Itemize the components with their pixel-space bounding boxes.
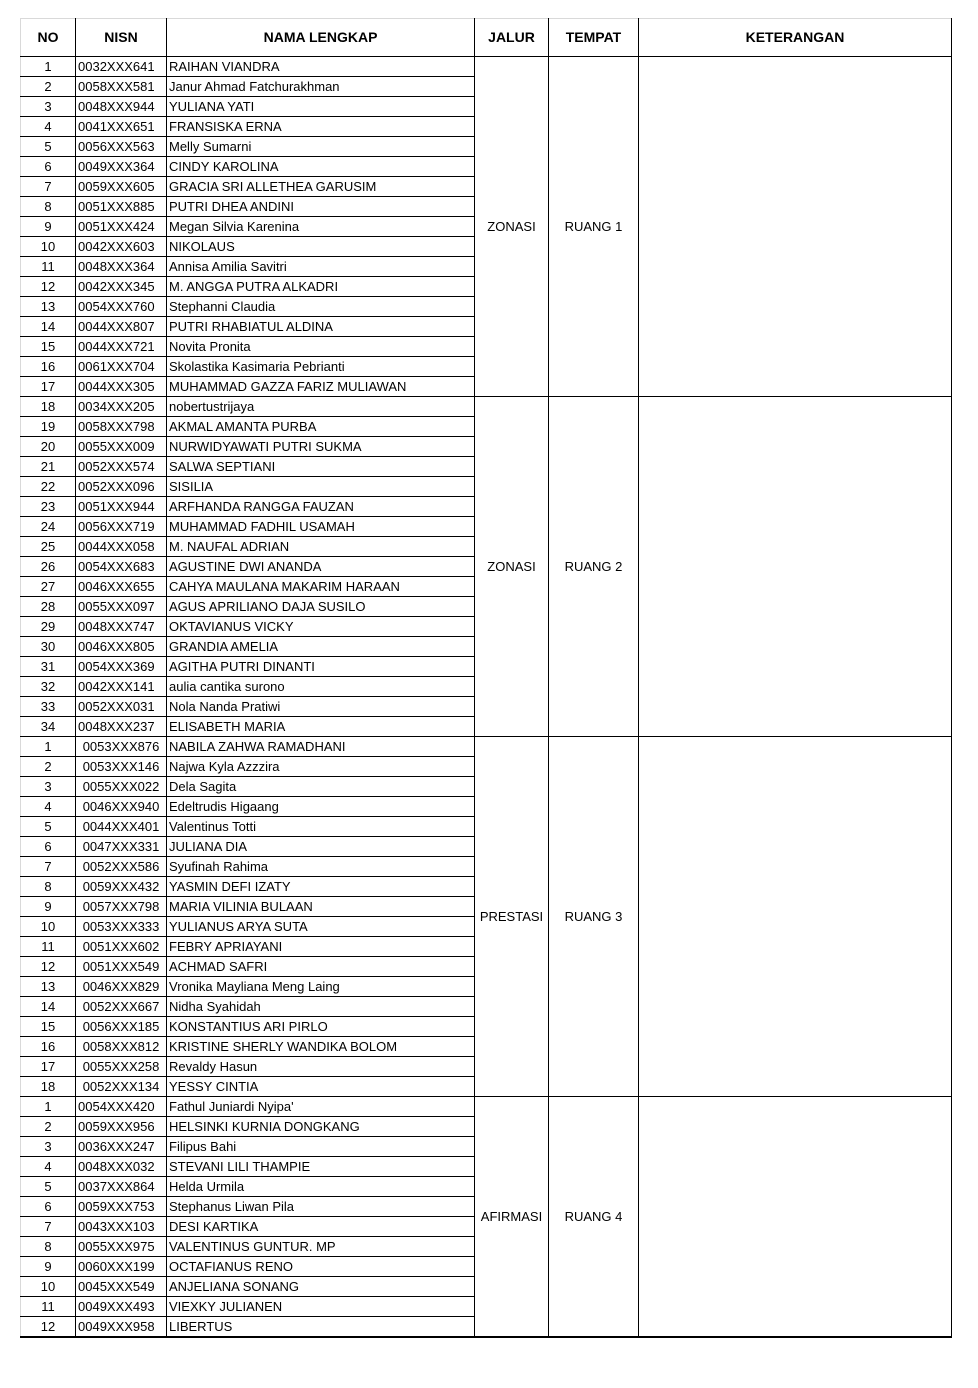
table-row (21, 737, 952, 757)
jalur-cell: ZONASI (475, 57, 549, 397)
row-number: 29 (21, 617, 76, 637)
name-cell: MUHAMMAD FADHIL USAMAH (167, 517, 475, 537)
row-number: 8 (21, 1237, 76, 1257)
name-cell: Filipus Bahi (167, 1137, 475, 1157)
row-number: 2 (21, 757, 76, 777)
nisn-cell: 0053XXX146 (76, 757, 167, 777)
name-cell: NABILA ZAHWA RAMADHANI (167, 737, 475, 757)
table-row (21, 397, 952, 417)
name-cell: DESI KARTIKA (167, 1217, 475, 1237)
nisn-cell: 0044XXX305 (76, 377, 167, 397)
table-header (21, 19, 952, 57)
nisn-cell: 0054XXX683 (76, 557, 167, 577)
row-number: 28 (21, 597, 76, 617)
jalur-cell: AFIRMASI (475, 1097, 549, 1338)
nisn-cell: 0037XXX864 (76, 1177, 167, 1197)
nisn-cell: 0044XXX807 (76, 317, 167, 337)
name-cell: nobertustrijaya (167, 397, 475, 417)
nisn-cell: 0054XXX420 (76, 1097, 167, 1117)
nisn-cell: 0048XXX747 (76, 617, 167, 637)
row-number: 8 (21, 877, 76, 897)
name-cell: Nola Nanda Pratiwi (167, 697, 475, 717)
row-number: 16 (21, 1037, 76, 1057)
row-number: 12 (21, 277, 76, 297)
nisn-cell: 0055XXX009 (76, 437, 167, 457)
row-number: 12 (21, 1317, 76, 1338)
row-number: 4 (21, 797, 76, 817)
row-number: 3 (21, 777, 76, 797)
row-number: 9 (21, 1257, 76, 1277)
row-number: 4 (21, 1157, 76, 1177)
nisn-cell: 0059XXX432 (76, 877, 167, 897)
name-cell: ACHMAD SAFRI (167, 957, 475, 977)
nisn-cell: 0052XXX586 (76, 857, 167, 877)
row-number: 9 (21, 897, 76, 917)
header-nisn: NISN (76, 19, 167, 57)
nisn-cell: 0044XXX058 (76, 537, 167, 557)
nisn-cell: 0051XXX885 (76, 197, 167, 217)
nisn-cell: 0054XXX760 (76, 297, 167, 317)
row-number: 17 (21, 1057, 76, 1077)
nisn-cell: 0051XXX944 (76, 497, 167, 517)
row-number: 10 (21, 917, 76, 937)
table-row (21, 57, 952, 77)
row-number: 1 (21, 1097, 76, 1117)
name-cell: AGUS APRILIANO DAJA SUSILO (167, 597, 475, 617)
nisn-cell: 0052XXX667 (76, 997, 167, 1017)
tempat-cell: RUANG 4 (549, 1097, 639, 1338)
nisn-cell: 0055XXX258 (76, 1057, 167, 1077)
row-number: 24 (21, 517, 76, 537)
row-number: 17 (21, 377, 76, 397)
name-cell: AGITHA PUTRI DINANTI (167, 657, 475, 677)
row-number: 11 (21, 937, 76, 957)
nisn-cell: 0051XXX549 (76, 957, 167, 977)
nisn-cell: 0042XXX603 (76, 237, 167, 257)
nisn-cell: 0049XXX493 (76, 1297, 167, 1317)
name-cell: Najwa Kyla Azzzira (167, 757, 475, 777)
name-cell: CINDY KAROLINA (167, 157, 475, 177)
nisn-cell: 0046XXX805 (76, 637, 167, 657)
nisn-cell: 0055XXX022 (76, 777, 167, 797)
keterangan-cell (639, 57, 952, 397)
name-cell: FRANSISKA ERNA (167, 117, 475, 137)
row-number: 27 (21, 577, 76, 597)
header-tempat: TEMPAT (549, 19, 639, 57)
row-number: 32 (21, 677, 76, 697)
name-cell: SALWA SEPTIANI (167, 457, 475, 477)
name-cell: Edeltrudis Higaang (167, 797, 475, 817)
name-cell: AKMAL AMANTA PURBA (167, 417, 475, 437)
nisn-cell: 0047XXX331 (76, 837, 167, 857)
nisn-cell: 0052XXX134 (76, 1077, 167, 1097)
name-cell: JULIANA DIA (167, 837, 475, 857)
row-number: 30 (21, 637, 76, 657)
row-number: 34 (21, 717, 76, 737)
name-cell: Stephanus Liwan Pila (167, 1197, 475, 1217)
name-cell: Melly Sumarni (167, 137, 475, 157)
row-number: 9 (21, 217, 76, 237)
nisn-cell: 0052XXX096 (76, 477, 167, 497)
nisn-cell: 0052XXX031 (76, 697, 167, 717)
row-number: 7 (21, 1217, 76, 1237)
row-number: 4 (21, 117, 76, 137)
name-cell: STEVANI LILI THAMPIE (167, 1157, 475, 1177)
participant-table (20, 18, 952, 1338)
nisn-cell: 0044XXX401 (76, 817, 167, 837)
row-number: 5 (21, 817, 76, 837)
row-number: 22 (21, 477, 76, 497)
nisn-cell: 0056XXX563 (76, 137, 167, 157)
name-cell: OKTAVIANUS VICKY (167, 617, 475, 637)
name-cell: Helda Urmila (167, 1177, 475, 1197)
name-cell: CAHYA MAULANA MAKARIM HARAAN (167, 577, 475, 597)
name-cell: YULIANA YATI (167, 97, 475, 117)
name-cell: PUTRI DHEA ANDINI (167, 197, 475, 217)
nisn-cell: 0059XXX605 (76, 177, 167, 197)
name-cell: YASMIN DEFI IZATY (167, 877, 475, 897)
nisn-cell: 0061XXX704 (76, 357, 167, 377)
name-cell: Skolastika Kasimaria Pebrianti (167, 357, 475, 377)
row-number: 2 (21, 1117, 76, 1137)
name-cell: M. ANGGA PUTRA ALKADRI (167, 277, 475, 297)
nisn-cell: 0046XXX829 (76, 977, 167, 997)
name-cell: SISILIA (167, 477, 475, 497)
row-number: 16 (21, 357, 76, 377)
nisn-cell: 0054XXX369 (76, 657, 167, 677)
name-cell: KONSTANTIUS ARI PIRLO (167, 1017, 475, 1037)
row-number: 7 (21, 177, 76, 197)
row-number: 14 (21, 997, 76, 1017)
row-number: 5 (21, 1177, 76, 1197)
name-cell: GRACIA SRI ALLETHEA GARUSIM (167, 177, 475, 197)
nisn-cell: 0052XXX574 (76, 457, 167, 477)
header-nama-lengkap: NAMA LENGKAP (167, 19, 475, 57)
nisn-cell: 0042XXX345 (76, 277, 167, 297)
name-cell: GRANDIA AMELIA (167, 637, 475, 657)
nisn-cell: 0048XXX944 (76, 97, 167, 117)
name-cell: Revaldy Hasun (167, 1057, 475, 1077)
name-cell: M. NAUFAL ADRIAN (167, 537, 475, 557)
nisn-cell: 0045XXX549 (76, 1277, 167, 1297)
row-number: 1 (21, 57, 76, 77)
nisn-cell: 0058XXX581 (76, 77, 167, 97)
row-number: 19 (21, 417, 76, 437)
name-cell: Janur Ahmad Fatchurakhman (167, 77, 475, 97)
nisn-cell: 0056XXX185 (76, 1017, 167, 1037)
row-number: 15 (21, 337, 76, 357)
keterangan-cell (639, 1097, 952, 1338)
row-number: 18 (21, 1077, 76, 1097)
jalur-cell: ZONASI (475, 397, 549, 737)
name-cell: AGUSTINE DWI ANANDA (167, 557, 475, 577)
nisn-cell: 0059XXX956 (76, 1117, 167, 1137)
row-number: 13 (21, 977, 76, 997)
name-cell: KRISTINE SHERLY WANDIKA BOLOM (167, 1037, 475, 1057)
name-cell: VIEXKY JULIANEN (167, 1297, 475, 1317)
row-number: 11 (21, 1297, 76, 1317)
nisn-cell: 0056XXX719 (76, 517, 167, 537)
nisn-cell: 0046XXX940 (76, 797, 167, 817)
nisn-cell: 0044XXX721 (76, 337, 167, 357)
nisn-cell: 0048XXX032 (76, 1157, 167, 1177)
row-number: 15 (21, 1017, 76, 1037)
row-number: 12 (21, 957, 76, 977)
name-cell: Fathul Juniardi Nyipa' (167, 1097, 475, 1117)
name-cell: VALENTINUS GUNTUR. MP (167, 1237, 475, 1257)
tempat-cell: RUANG 3 (549, 737, 639, 1097)
nisn-cell: 0055XXX975 (76, 1237, 167, 1257)
row-number: 1 (21, 737, 76, 757)
nisn-cell: 0046XXX655 (76, 577, 167, 597)
row-number: 18 (21, 397, 76, 417)
name-cell: MARIA VILINIA BULAAN (167, 897, 475, 917)
row-number: 8 (21, 197, 76, 217)
name-cell: ANJELIANA SONANG (167, 1277, 475, 1297)
row-number: 23 (21, 497, 76, 517)
row-number: 26 (21, 557, 76, 577)
jalur-cell: PRESTASI (475, 737, 549, 1097)
name-cell: NURWIDYAWATI PUTRI SUKMA (167, 437, 475, 457)
keterangan-cell (639, 397, 952, 737)
name-cell: RAIHAN VIANDRA (167, 57, 475, 77)
row-number: 31 (21, 657, 76, 677)
name-cell: LIBERTUS (167, 1317, 475, 1338)
row-number: 10 (21, 237, 76, 257)
row-number: 20 (21, 437, 76, 457)
nisn-cell: 0049XXX364 (76, 157, 167, 177)
header-keterangan: KETERANGAN (639, 19, 952, 57)
nisn-cell: 0042XXX141 (76, 677, 167, 697)
row-number: 21 (21, 457, 76, 477)
nisn-cell: 0053XXX876 (76, 737, 167, 757)
name-cell: HELSINKI KURNIA DONGKANG (167, 1117, 475, 1137)
name-cell: FEBRY APRIAYANI (167, 937, 475, 957)
name-cell: Valentinus Totti (167, 817, 475, 837)
row-number: 6 (21, 1197, 76, 1217)
row-number: 25 (21, 537, 76, 557)
nisn-cell: 0036XXX247 (76, 1137, 167, 1157)
name-cell: NIKOLAUS (167, 237, 475, 257)
name-cell: OCTAFIANUS RENO (167, 1257, 475, 1277)
name-cell: MUHAMMAD GAZZA FARIZ MULIAWAN (167, 377, 475, 397)
row-number: 2 (21, 77, 76, 97)
row-number: 3 (21, 97, 76, 117)
nisn-cell: 0058XXX798 (76, 417, 167, 437)
row-number: 11 (21, 257, 76, 277)
name-cell: PUTRI RHABIATUL ALDINA (167, 317, 475, 337)
header-row (21, 19, 952, 57)
nisn-cell: 0053XXX333 (76, 917, 167, 937)
tempat-cell: RUANG 1 (549, 57, 639, 397)
nisn-cell: 0051XXX602 (76, 937, 167, 957)
name-cell: Dela Sagita (167, 777, 475, 797)
nisn-cell: 0055XXX097 (76, 597, 167, 617)
name-cell: YULIANUS ARYA SUTA (167, 917, 475, 937)
header-no: NO (21, 19, 76, 57)
name-cell: Syufinah Rahima (167, 857, 475, 877)
row-number: 5 (21, 137, 76, 157)
tempat-cell: RUANG 2 (549, 397, 639, 737)
nisn-cell: 0048XXX237 (76, 717, 167, 737)
name-cell: ARFHANDA RANGGA FAUZAN (167, 497, 475, 517)
name-cell: aulia cantika surono (167, 677, 475, 697)
nisn-cell: 0048XXX364 (76, 257, 167, 277)
row-number: 13 (21, 297, 76, 317)
row-number: 7 (21, 857, 76, 877)
name-cell: Stephanni Claudia (167, 297, 475, 317)
nisn-cell: 0034XXX205 (76, 397, 167, 417)
table-body (21, 57, 952, 1338)
header-jalur: JALUR (475, 19, 549, 57)
name-cell: Nidha Syahidah (167, 997, 475, 1017)
row-number: 33 (21, 697, 76, 717)
name-cell: Novita Pronita (167, 337, 475, 357)
name-cell: Megan Silvia Karenina (167, 217, 475, 237)
nisn-cell: 0032XXX641 (76, 57, 167, 77)
name-cell: Annisa Amilia Savitri (167, 257, 475, 277)
row-number: 6 (21, 837, 76, 857)
nisn-cell: 0051XXX424 (76, 217, 167, 237)
nisn-cell: 0059XXX753 (76, 1197, 167, 1217)
nisn-cell: 0043XXX103 (76, 1217, 167, 1237)
table-row (21, 1097, 952, 1117)
row-number: 14 (21, 317, 76, 337)
name-cell: Vronika Mayliana Meng Laing (167, 977, 475, 997)
name-cell: YESSY CINTIA (167, 1077, 475, 1097)
nisn-cell: 0057XXX798 (76, 897, 167, 917)
row-number: 10 (21, 1277, 76, 1297)
row-number: 3 (21, 1137, 76, 1157)
nisn-cell: 0060XXX199 (76, 1257, 167, 1277)
nisn-cell: 0041XXX651 (76, 117, 167, 137)
nisn-cell: 0049XXX958 (76, 1317, 167, 1338)
nisn-cell: 0058XXX812 (76, 1037, 167, 1057)
name-cell: ELISABETH MARIA (167, 717, 475, 737)
row-number: 6 (21, 157, 76, 177)
keterangan-cell (639, 737, 952, 1097)
